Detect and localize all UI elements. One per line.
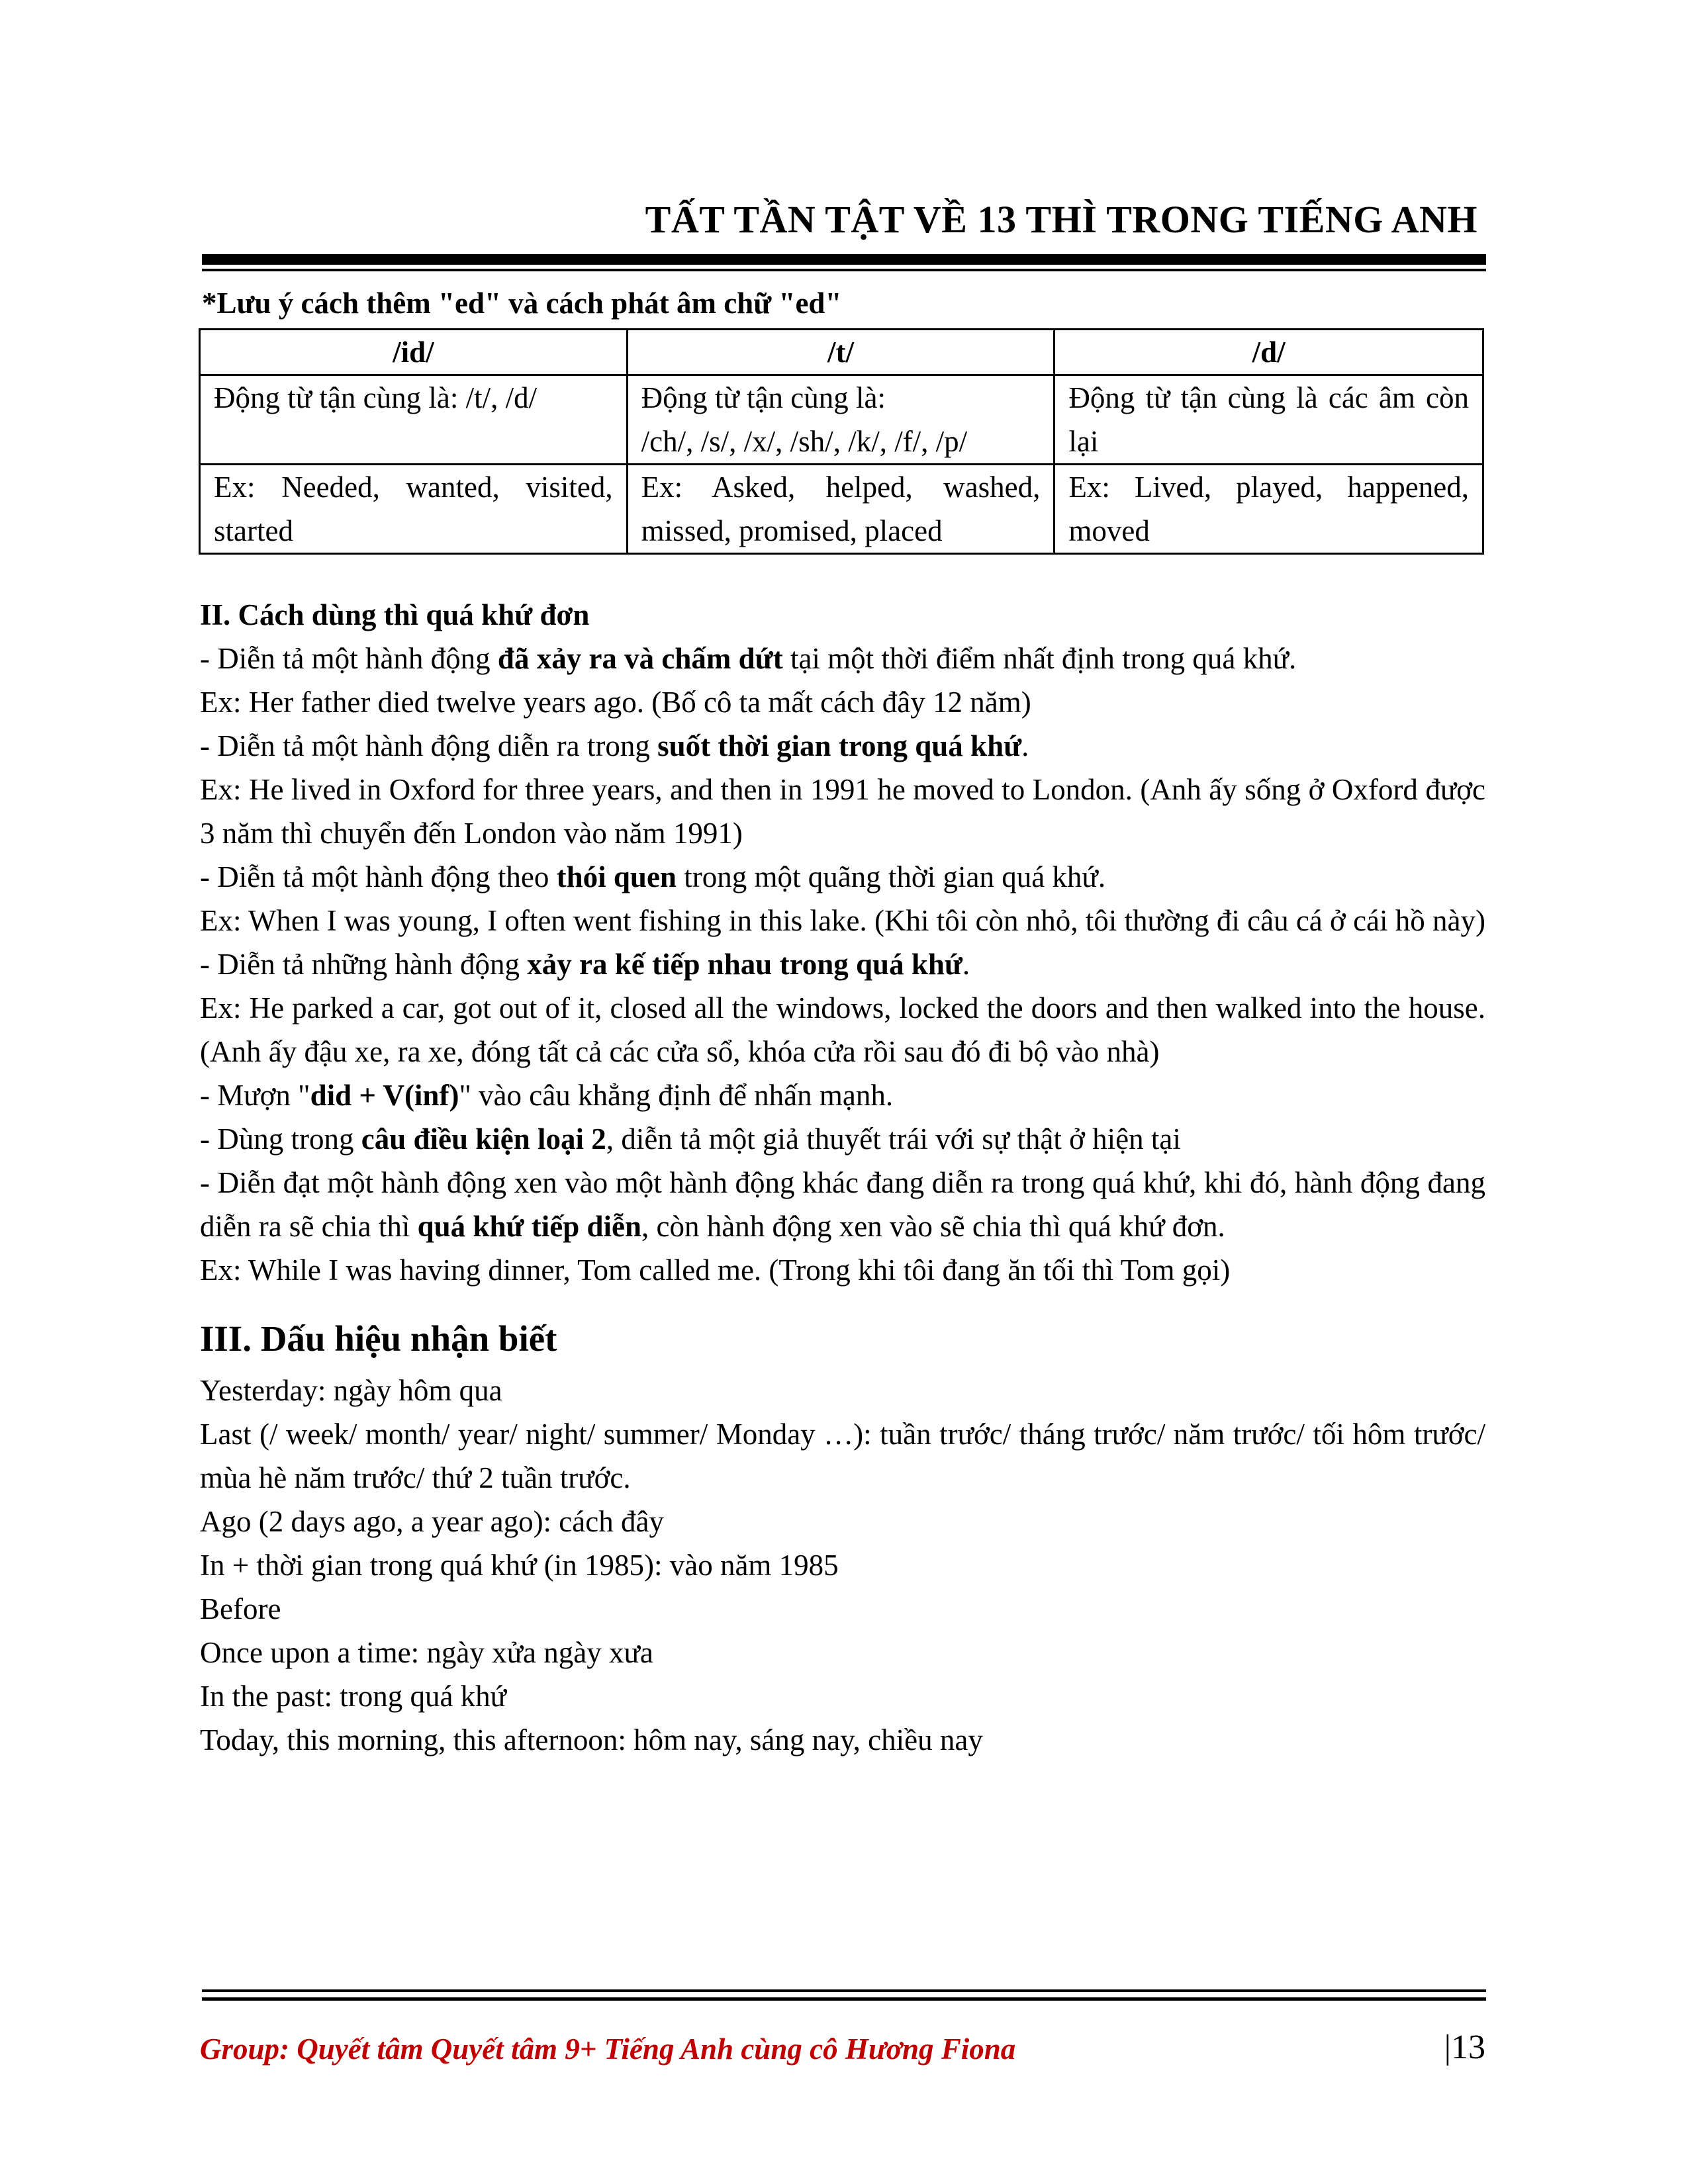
table-row-rules xyxy=(200,375,1483,465)
example-t: Ex: Asked, helped, washed, missed, promised, placed xyxy=(627,465,1055,554)
signal-item: In + thời gian trong quá khứ (in 1985): vào năm 1985 xyxy=(200,1549,839,1582)
signal-item: Yesterday: ngày hôm qua xyxy=(200,1374,502,1407)
table-row-examples xyxy=(200,465,1483,554)
example-7: Ex: While I was having dinner, Tom called me. (Trong khi tôi đang ăn tối thì Tom gọi) xyxy=(200,1253,1231,1287)
table-header-row xyxy=(200,330,1483,375)
header-id: /id/ xyxy=(200,330,628,375)
signal-item: Once upon a time: ngày xửa ngày xưa xyxy=(200,1636,653,1669)
example-d: Ex: Lived, played, happened, moved xyxy=(1055,465,1483,554)
signal-item: Before xyxy=(200,1592,281,1625)
page-header-title: TẤT TẦN TẬT VỀ 13 THÌ TRONG TIẾNG ANH xyxy=(645,198,1477,241)
signal-item: In the past: trong quá khứ xyxy=(200,1680,507,1713)
usage-6: - Dùng trong câu điều kiện loại 2, diễn tả một giả thuyết trái với sự thật ở hiện tại xyxy=(200,1122,1181,1156)
usage-1: - Diễn tả một hành động đã xảy ra và chấm dứt tại một thời điểm nhất định trong quá khứ. xyxy=(200,642,1297,675)
main-content xyxy=(200,593,1485,1762)
header-rule-thick xyxy=(202,254,1486,265)
page-number: |13 xyxy=(1444,2028,1485,2066)
footer-rule-thin xyxy=(202,1989,1486,1992)
header-rule-thin xyxy=(202,269,1486,271)
section-2-heading: II. Cách dùng thì quá khứ đơn xyxy=(200,598,590,631)
signal-item: Last (/ week/ month/ year/ night/ summer/ Monday …): tuần trước/ tháng trước/ năm trước/ tối hôm trước/ mùa hè năm trước/ thứ 2 tuần trước. xyxy=(200,1418,1485,1494)
usage-5: - Mượn "did + V(inf)" vào câu khẳng định để nhấn mạnh. xyxy=(200,1079,894,1112)
rule-d: Động từ tận cùng là các âm còn lại xyxy=(1055,375,1483,465)
usage-7: - Diễn đạt một hành động xen vào một hành động khác đang diễn ra trong quá khứ, khi đó, hành động đang diễn ra sẽ chia thì quá khứ tiếp diễn, còn hành động xen vào sẽ chia thì quá khứ đơn. xyxy=(200,1166,1485,1243)
footer-rule-second xyxy=(202,1997,1486,2001)
usage-3: - Diễn tả một hành động theo thói quen trong một quãng thời gian quá khứ. xyxy=(200,860,1106,893)
rule-id: Động từ tận cùng là: /t/, /d/ xyxy=(200,375,628,465)
signal-item: Ago (2 days ago, a year ago): cách đây xyxy=(200,1505,664,1538)
rule-t: Động từ tận cùng là: /ch/, /s/, /x/, /sh/, /k/, /f/, /p/ xyxy=(627,375,1055,465)
example-4: Ex: He parked a car, got out of it, closed all the windows, locked the doors and then walked into the house. (Anh ấy đậu xe, ra xe, đóng tất cả các cửa sổ, khóa cửa rồi sau đó đi bộ vào nhà) xyxy=(200,991,1485,1068)
example-3: Ex: When I was young, I often went fishing in this lake. (Khi tôi còn nhỏ, tôi thường đi câu cá ở cái hồ này) xyxy=(200,904,1485,937)
usage-2: - Diễn tả một hành động diễn ra trong suốt thời gian trong quá khứ. xyxy=(200,729,1029,762)
section-3-heading: III. Dấu hiệu nhận biết xyxy=(200,1318,557,1359)
example-2: Ex: He lived in Oxford for three years, and then in 1991 he moved to London. (Anh ấy sống ở Oxford được 3 năm thì chuyển đến London vào năm 1991) xyxy=(200,773,1485,850)
ed-note-title: *Lưu ý cách thêm "ed" và cách phát âm chữ "ed" xyxy=(202,287,842,320)
example-1: Ex: Her father died twelve years ago. (Bố cô ta mất cách đây 12 năm) xyxy=(200,686,1031,719)
signal-item: Today, this morning, this afternoon: hôm nay, sáng nay, chiều nay xyxy=(200,1723,983,1756)
example-id: Ex: Needed, wanted, visited, started xyxy=(200,465,628,554)
header-d: /d/ xyxy=(1055,330,1483,375)
footer-group-name: Group: Quyết tâm Quyết tâm 9+ Tiếng Anh cùng cô Hương Fiona xyxy=(200,2032,1016,2066)
header-t: /t/ xyxy=(627,330,1055,375)
ed-pronunciation-table xyxy=(199,328,1484,555)
page-footer xyxy=(200,2028,1485,2066)
usage-4: - Diễn tả những hành động xảy ra kế tiếp nhau trong quá khứ. xyxy=(200,948,970,981)
